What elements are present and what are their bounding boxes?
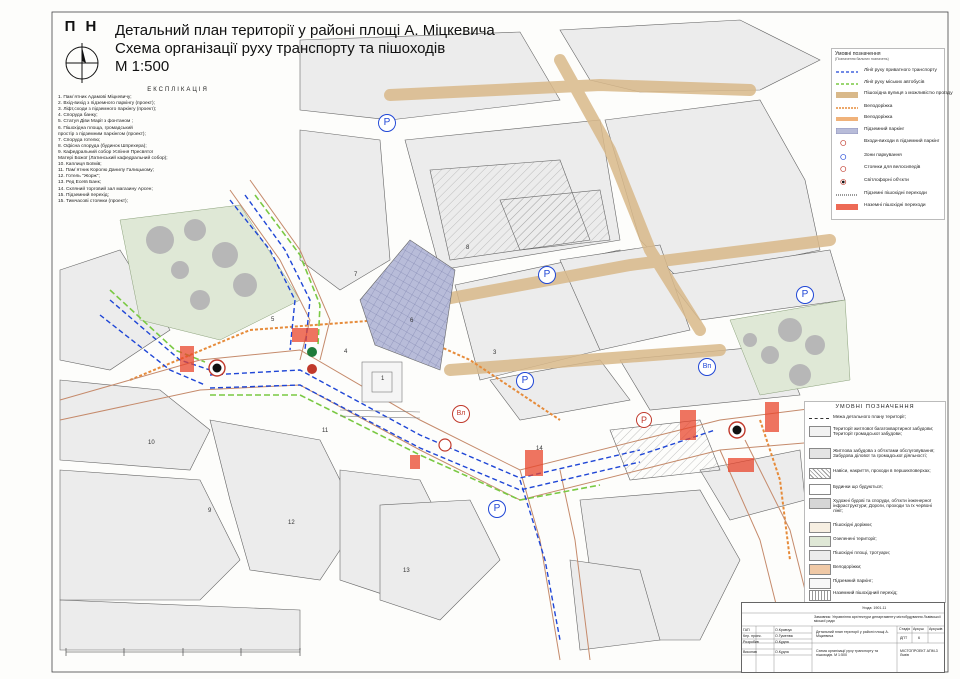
building-number: 11	[322, 428, 329, 434]
sidewalk-symbol	[809, 550, 831, 561]
legend-item: Межа детального плану території;	[805, 412, 945, 426]
legend-item: Лінії руху міських автобусів	[832, 79, 944, 89]
explication-title: ЕКСПЛІКАЦІЯ	[147, 87, 209, 93]
explication-item: 8. Офісна споруда (будинок Шпрехера);	[58, 143, 147, 149]
legend-item: Велодоріжка	[832, 103, 944, 113]
legend-item: Навіси, накриття, проходи в першихповерхах;	[805, 466, 945, 480]
building-number: 3	[493, 350, 497, 356]
legend-header: УМОВНІ ПОЗНАЧЕННЯ	[835, 404, 915, 410]
explication-item: 7. Споруда готелю;	[58, 137, 101, 143]
building-number: 8	[466, 245, 470, 251]
stamp-person: О.Кудла	[775, 640, 789, 644]
zoning-legend	[804, 401, 946, 603]
stamp-role: Виконав	[743, 650, 757, 654]
building-number: 13	[403, 568, 410, 574]
legend-item: Підземні пішохідні переходи	[832, 190, 944, 200]
building-number: 4	[344, 349, 348, 355]
stamp-person: О.Гуменюк	[775, 634, 793, 638]
legend-item: Велодоріжки;	[805, 562, 945, 576]
bus-route-symbol	[836, 81, 858, 87]
green-area-symbol	[809, 536, 831, 547]
parking-marker: P	[516, 372, 534, 390]
underground-parking-symbol	[836, 128, 858, 134]
parking-entrance-marker: P	[636, 412, 652, 428]
building-number: 10	[148, 440, 155, 446]
legend-header: Умовні позначення	[835, 51, 881, 57]
bicycle-parking-icon	[836, 166, 858, 172]
legend-item: Лінії руху приватного транспорту	[832, 67, 944, 77]
boundary-symbol	[809, 418, 829, 419]
explication-item: 9. Кафедральний собор Успіння Пресвятої	[58, 149, 154, 155]
parking-marker: P	[488, 500, 506, 518]
explication-item: 15. Підземний перехід;	[58, 192, 109, 198]
bus-stop-marker: Вл	[452, 405, 470, 423]
legend-item: Пішохідні площі, тротуари;	[805, 548, 945, 562]
private-traffic-symbol	[836, 69, 858, 75]
explication-item: 14. Скляний торговий зал магазину Арсен;	[58, 186, 153, 192]
explication-item: 13. Ред Есеїв Банк;	[58, 180, 102, 186]
building-number: 5	[271, 317, 275, 323]
canopy-symbol	[809, 468, 831, 479]
crossing-symbol	[809, 590, 831, 601]
stamp-org: МІСТОПРОЕКТ АПМ-3 Львів	[900, 649, 938, 657]
plan-subtitle: Схема організації руху транспорту та пішоходів	[115, 40, 446, 57]
building-number: 7	[354, 272, 358, 278]
explication-item: 5. Статуя Діви Марії з фонтаном ;	[58, 119, 133, 125]
stamp-stage-label: Стадія	[899, 627, 911, 631]
stamp-sheet-title: Схема організації руху транспорту та пішоходів. М 1:500	[816, 649, 879, 657]
stamp-customer: Замовник: Управління архітектури департаменту містобудування Львівської міської ради	[814, 615, 941, 623]
explication-item: 11. Пам`ятник Королю Данилу Галицькому;	[58, 168, 155, 174]
legend-item: Велодоріжка	[832, 114, 944, 124]
territory-symbol	[809, 426, 831, 437]
stamp-person: О.Кудла	[775, 650, 789, 654]
explication-item: 1. Пам`ятник Адамові Міцкевичу;	[58, 95, 132, 101]
ground-crossing-symbol	[836, 204, 858, 210]
bike-lane-symbol	[836, 116, 858, 122]
legend-item: Підземний паркінг;	[805, 576, 945, 590]
explication-item: 15. Тимчасові стоянки (проект);	[58, 198, 128, 204]
legend-item: Зони паркування	[832, 152, 944, 162]
explication-item: 2. Вхід-вихід з підземного паркінгу (проект);	[58, 101, 155, 107]
legend-item: Входи-виходи в підземний паркінг	[832, 138, 944, 148]
footpath-symbol	[809, 522, 831, 533]
parking-entrance-icon	[836, 140, 858, 146]
stamp-person: О.Кравчук	[775, 628, 792, 632]
legend-item: Наземний пішохідний перехід;	[805, 588, 945, 602]
stamp-sheet: 6	[918, 636, 920, 640]
explication-item: 4. Споруда банку;	[58, 113, 98, 119]
explication-item: 10. Каплиця Боїмів;	[58, 162, 102, 168]
explication-item: 3. Ліфт,сходи з підземного паркінгу (проект);	[58, 107, 157, 113]
traffic-legend	[831, 48, 953, 220]
bus-stop-marker: Вп	[698, 358, 716, 376]
monument-plaza	[340, 362, 420, 418]
bike-lane-symbol	[809, 564, 831, 575]
legend-item: Території житлової багатоквартирної забудови; Території громадської забудови;	[805, 424, 945, 438]
bike-path-symbol	[836, 105, 858, 111]
parking-zone-icon	[836, 154, 858, 160]
explication-item: простір з підземним паркінгом (проект);	[58, 131, 146, 137]
building-number: 6	[410, 318, 414, 324]
explication-item: 6. Пішохідна площа, громадський	[58, 125, 133, 131]
residential-symbol	[809, 448, 831, 459]
stamp-role: Розробив	[743, 640, 759, 644]
title-block	[115, 22, 495, 76]
title-stamp	[741, 602, 945, 673]
parking-marker: P	[538, 266, 556, 284]
north-label: П Н	[64, 18, 100, 35]
legend-item: Художні будові та споруди, об'єкти інженерної інфраструктури; Дороги, проходи та їх червоні лінії;	[805, 496, 945, 510]
legend-item: Наземні пішохідні переходи	[832, 202, 944, 212]
stamp-stage: ДПТ	[900, 636, 908, 640]
stamp-role: Кер. проек.	[743, 634, 762, 638]
plan-title: Детальний план території у районі площі А. Міцкевича	[115, 22, 495, 39]
building-number: 14	[536, 446, 543, 452]
parking-marker: P	[378, 114, 396, 132]
building-number: 1	[381, 376, 385, 382]
parking-marker: P	[796, 286, 814, 304]
explication-item: 12. Готель "Жорж";	[58, 174, 100, 180]
explication-list	[58, 87, 298, 205]
building-number: 9	[208, 508, 212, 514]
stamp-sheets-label: Аркушів	[929, 627, 943, 631]
legend-subheader: (Позначення бальних позначень)	[835, 57, 889, 61]
stamp-sheet-label: Аркуш	[913, 627, 924, 631]
plan-scale: М 1:500	[115, 58, 170, 75]
construction-symbol	[809, 484, 831, 495]
infrastructure-symbol	[809, 498, 831, 509]
legend-item: Будинки що будуються;	[805, 482, 945, 496]
legend-item: Стоянки для велосипедів	[832, 164, 944, 174]
legend-item: Житлова забудова з об'єктами обслуговування; Забудова ділової та громадської діяльності;	[805, 446, 945, 460]
legend-item: Озеленені території;	[805, 534, 945, 548]
legend-item: Пішохідна вулиця з можливістю проїзду	[832, 90, 944, 100]
legend-item: Пішохідні доріжки;	[805, 520, 945, 534]
legend-item: Підземний паркінг	[832, 126, 944, 136]
building-number: 12	[288, 520, 295, 526]
stamp-code: Угода: 1901-11	[862, 606, 887, 610]
stamp-project-name: Детальний план території у районі площі А. Міцкевича	[816, 630, 889, 638]
legend-item: Світлофорні об'єкти	[832, 177, 944, 187]
pedestrian-street-symbol	[836, 92, 858, 98]
traffic-light-icon	[836, 179, 858, 185]
underground-crossing-symbol	[836, 192, 858, 198]
explication-item: Матері Божої (Латинський кафедральний собор);	[58, 156, 168, 162]
stamp-role: ГАП	[743, 628, 750, 632]
